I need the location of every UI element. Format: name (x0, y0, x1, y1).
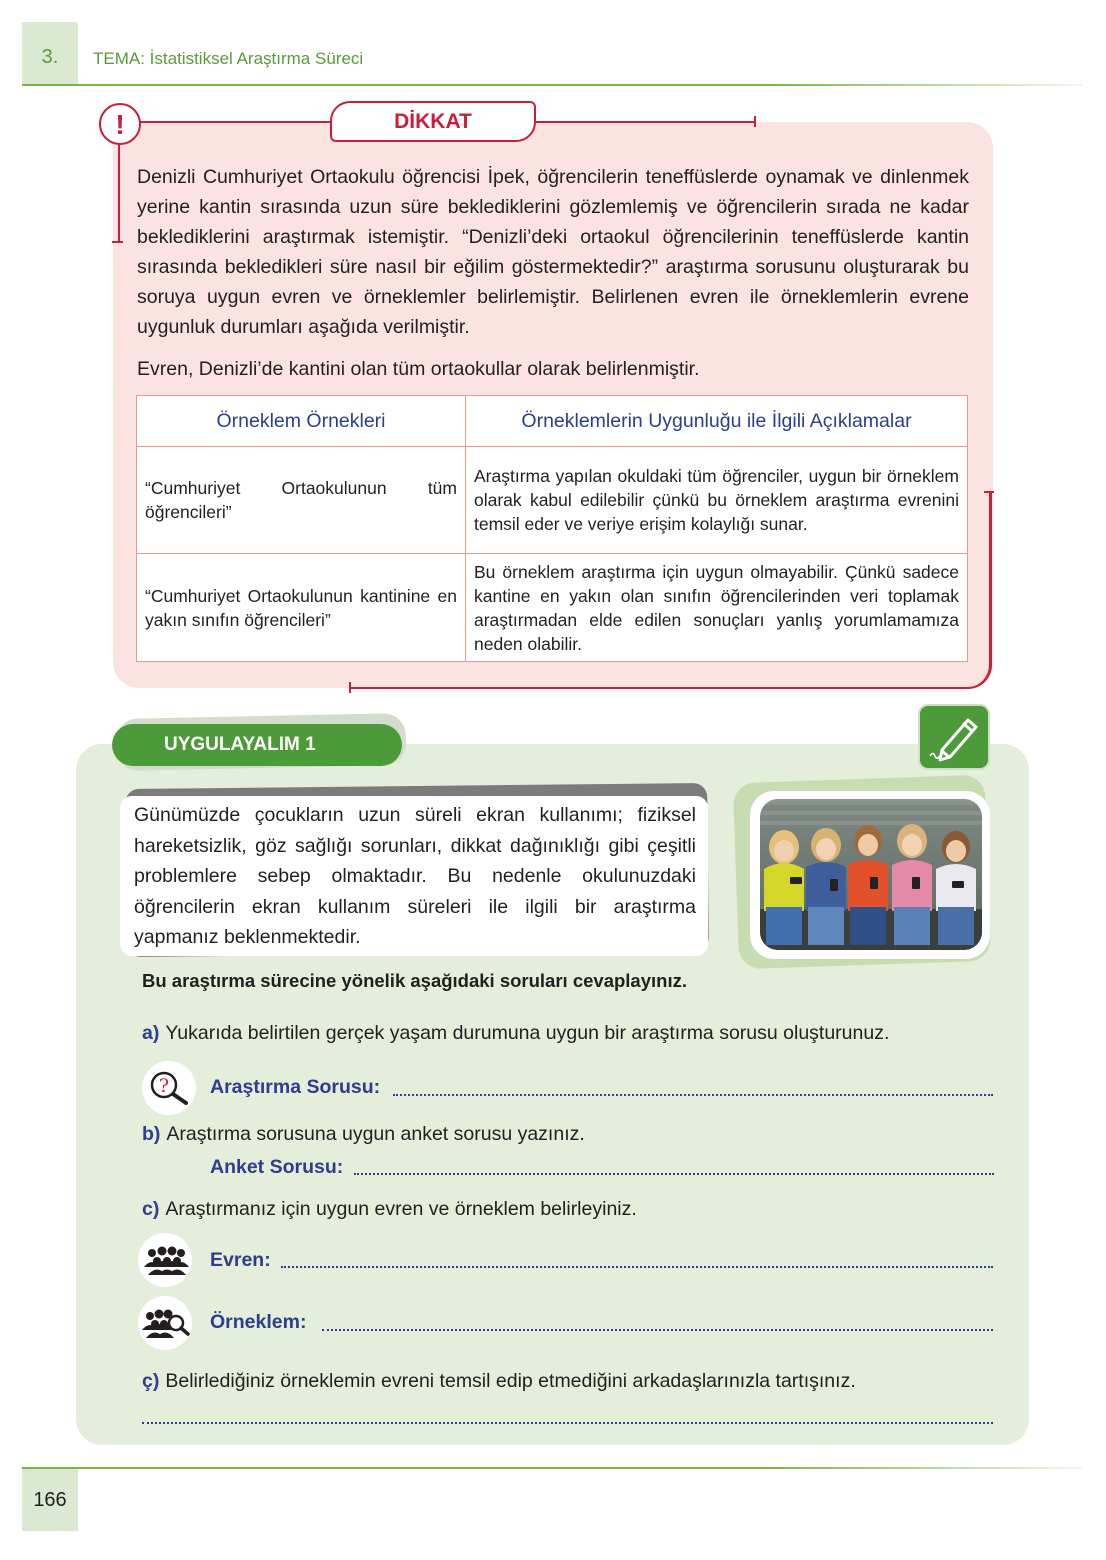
people-group-magnifier-icon (138, 1296, 192, 1350)
research-question-label: Araştırma Sorusu: (210, 1076, 381, 1098)
question-text: Araştırma sorusuna uygun anket sorusu yazınız. (166, 1123, 585, 1145)
question-text: Yukarıda belirtilen gerçek yaşam durumuna uygun bir araştırma sorusu oluşturunuz. (165, 1022, 890, 1044)
chapter-number-box (22, 22, 78, 84)
population-label: Evren: (210, 1249, 271, 1271)
table-header-row (137, 396, 968, 447)
question-c (142, 1198, 637, 1221)
question-letter: a) (142, 1022, 160, 1044)
instruction-text: Bu araştırma sürecine yönelik aşağıdaki soruları cevaplayınız. (142, 970, 687, 991)
table-cell-explanation: Bu örneklem araştırma için uygun olmayabilir. Çünkü sadece kantine en yakın olan sınıfın öğrencilerinden veri toplamak araştırmadan elde edilen sonuçları yanlış yorumlamamıza neden olabilir. (466, 554, 968, 662)
intro-text: Günümüzde çocukların uzun süreli ekran kullanımı; fiziksel hareketsizlik, göz sağlığı sorunları, dikkat dağınıklığı gibi çeşitli problemlere sebep olmaktadır. Bu nedenle okulunuzdaki öğrencilerin ekran kullanım süreleri ile ilgili bir araştırma yapmanız beklenmektedir. (134, 804, 696, 948)
table-header-sample: Örneklem Örnekleri (137, 396, 466, 447)
table-cell-explanation: Araştırma yapılan okuldaki tüm öğrenciler, uygun bir örneklem olarak kabul edilebilir çünkü bu örneklem araştırma evrenini temsil eder ve veriye erişim kolaylığı sunar. (466, 447, 968, 554)
population-sentence: Evren, Denizli’de kantini olan tüm ortaokullar olarak belirlenmiştir. (137, 358, 700, 380)
sample-table (136, 395, 968, 662)
practice-title: UYGULAYALIM 1 (164, 734, 316, 755)
page-number-box (22, 1469, 78, 1531)
question-a (142, 1022, 889, 1045)
question-text: Araştırmanız için uygun evren ve örneklem belirleyiniz. (165, 1198, 637, 1220)
question-text: Belirlediğiniz örneklemin evreni temsil edip etmediğini arkadaşlarınızla tartışınız. (165, 1370, 856, 1392)
table-row (137, 554, 968, 662)
question-letter: ç) (142, 1370, 160, 1392)
attention-frame-line (118, 140, 120, 242)
header-title: TEMA: İstatistiksel Araştırma Süreci (93, 49, 364, 68)
table-cell-sample: “Cumhuriyet Ortaokulunun kantinine en yakın sınıfın öğrencileri” (137, 554, 466, 662)
population-answer-line[interactable] (281, 1266, 993, 1268)
svg-text:?: ? (158, 1075, 170, 1097)
attention-frame-tick (984, 491, 994, 493)
question-b (142, 1123, 585, 1146)
research-question-answer-line[interactable] (393, 1094, 993, 1096)
exclamation-icon (99, 103, 141, 145)
children-with-phones-photo (760, 799, 982, 950)
page-number: 166 (33, 1489, 67, 1511)
sample-answer-line[interactable] (322, 1329, 993, 1331)
attention-frame-line (989, 491, 992, 661)
attention-title: DİKKAT (394, 110, 472, 133)
question-c-cedilla (142, 1370, 856, 1393)
table-header-explanation: Örneklemlerin Uygunluğu ile İlgili Açıklamalar (466, 396, 968, 447)
people-group-icon (138, 1233, 192, 1287)
chapter-number: 3. (41, 46, 59, 68)
attention-frame-line (350, 687, 970, 689)
discussion-answer-line[interactable] (142, 1422, 993, 1424)
attention-frame-tick (349, 682, 351, 693)
survey-question-label: Anket Sorusu: (210, 1156, 344, 1178)
table-cell-sample: “Cumhuriyet Ortaokulunun tüm öğrencileri” (137, 447, 466, 554)
question-magnifier-icon (142, 1061, 196, 1115)
pencil-icon (918, 704, 990, 770)
attention-frame-tick (112, 241, 123, 243)
question-letter: b) (142, 1123, 161, 1145)
practice-title-tab (112, 724, 402, 766)
attention-paragraph: Denizli Cumhuriyet Ortaokulu öğrencisi İpek, öğrencilerin teneffüslerde oynamak ve dinlenmek yerine kantin sırasında uzun süre beklediklerini gözlemlemiş ve öğrencilerin sırada ne kadar beklediklerini araştırmak istemiştir. “Denizli’deki ortaokul öğrencilerinin teneffüslerde kantin sırasında bekledikleri süre nasıl bir eğilim göstermektedir?” araştırma sorusunu oluşturarak bu soruya uygun evren ve örneklemler belirlemiştir. Belirlenen evren ile örneklemlerin evrene uygunluk durumları aşağıda verilmiştir. (137, 166, 969, 338)
intro-card (120, 796, 708, 956)
table-row (137, 447, 968, 554)
header-divider (22, 84, 1082, 86)
sample-label: Örneklem: (210, 1311, 307, 1333)
attention-title-tab (330, 101, 536, 142)
exclamation-glyph: ! (115, 109, 125, 140)
attention-frame-tick (754, 116, 756, 127)
survey-question-answer-line[interactable] (354, 1173, 994, 1175)
question-letter: c) (142, 1198, 160, 1220)
footer-divider (22, 1467, 1082, 1469)
